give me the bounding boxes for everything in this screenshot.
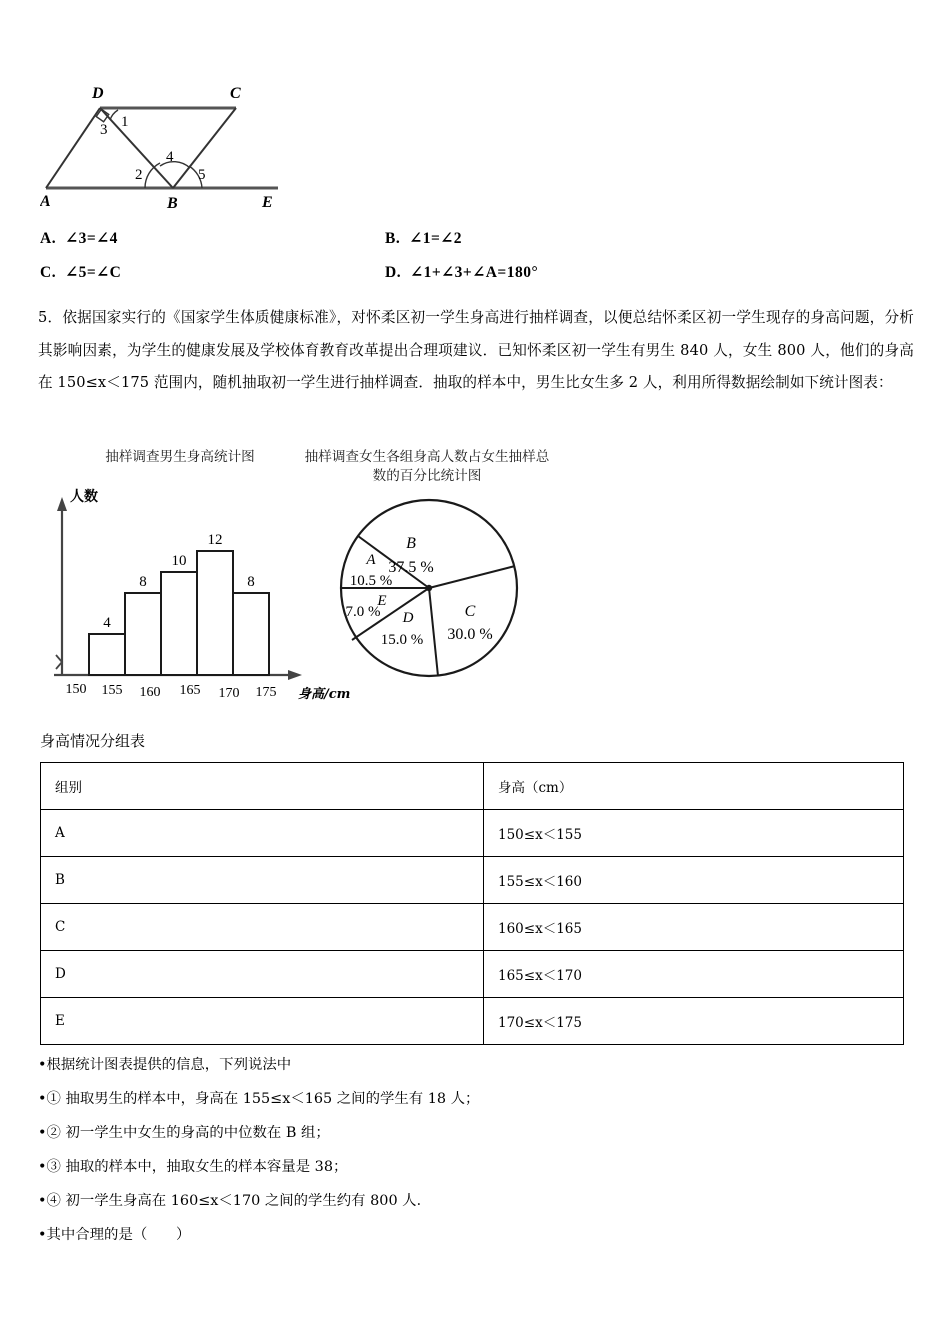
x-tick-155: 155 (101, 683, 123, 698)
option-a-key: A. (40, 230, 57, 247)
label-angle-2: 2 (135, 167, 143, 183)
statement-3: •③ 抽取的样本中，抽取女生的样本容量是 38； (38, 1159, 348, 1175)
pie-label-B: B (406, 535, 416, 552)
cell-range-a: 150≤x＜155 (484, 810, 904, 857)
x-axis-arrow (288, 670, 302, 680)
table-header-row (41, 763, 904, 810)
cell-group-b: B (41, 857, 484, 904)
pie-label-A: A (366, 552, 376, 568)
bar-value-4: 12 (207, 532, 223, 548)
option-b-text: ∠1=∠2 (409, 230, 463, 247)
pie-chart (322, 488, 542, 693)
pie-value-B: 37.5 % (388, 559, 434, 576)
y-axis-label: 人数 (70, 489, 98, 505)
pie-value-E: 7.0 % (345, 604, 381, 620)
pie-label-E: E (377, 593, 387, 609)
table-row (41, 951, 904, 998)
bar-value-3: 10 (171, 553, 187, 569)
angle-1-arc (110, 110, 118, 120)
bar-value-1: 4 (103, 615, 111, 631)
statements-list (38, 1048, 898, 1252)
cell-range-b: 155≤x＜160 (484, 857, 904, 904)
cell-range-d: 165≤x＜170 (484, 951, 904, 998)
bar-chart (40, 485, 370, 700)
option-d[interactable] (385, 262, 730, 282)
pie-label-D: D (402, 610, 414, 626)
label-angle-3: 3 (100, 122, 108, 138)
statistics-charts (40, 440, 600, 705)
pie-label-C: C (464, 603, 476, 620)
cell-range-c: 160≤x＜165 (484, 904, 904, 951)
pie-chart-title: 抽样调查女生各组身高人数占女生抽样总数的百分比统计图 (304, 449, 550, 484)
table-row (41, 904, 904, 951)
bar-1 (89, 634, 125, 675)
column-header-group: 组别 (41, 763, 484, 810)
x-tick-175: 175 (255, 685, 277, 700)
cell-group-e: E (41, 998, 484, 1045)
option-c[interactable] (40, 262, 385, 282)
table-row (41, 998, 904, 1045)
x-tick-165: 165 (179, 683, 201, 698)
x-axis-label: 身高/cm (298, 687, 351, 700)
label-E: E (262, 194, 273, 211)
answer-options (40, 228, 910, 296)
table-row (41, 857, 904, 904)
bar-value-2: 8 (139, 574, 147, 590)
option-b-key: B. (385, 230, 401, 247)
question-body: 依据国家实行的《国家学生体质健康标准》，对怀柔区初一学生身高进行抽样调查，以便总结怀柔区初一学生现存的身高问题，分析其影响因素，为学生的健康发展及学校体育教育改革提出合理项建议．已知怀柔区初一学生有男生 840 人，女生 800 人，他们的身高在 150≤x＜175 范围内，随机抽取初一学生进行抽样调查．抽取的样本中，男生比女生多 2 人，利用所得数据绘制如下统计图表： (38, 309, 914, 391)
cell-group-d: D (41, 951, 484, 998)
geometry-svg (40, 78, 330, 213)
angle-4-arc (160, 162, 190, 168)
label-D: D (92, 85, 104, 102)
statement-closing: •其中合理的是（ ） (38, 1227, 191, 1243)
cell-range-e: 170≤x＜175 (484, 998, 904, 1045)
pie-value-C: 30.0 % (447, 626, 493, 643)
geometry-figure (40, 78, 330, 213)
label-angle-4: 4 (166, 149, 174, 165)
pie-value-D: 15.0 % (380, 632, 424, 648)
cell-group-a: A (41, 810, 484, 857)
bar-5 (233, 593, 269, 675)
statement-1: •① 抽取男生的样本中，身高在 155≤x＜165 之间的学生有 18 人； (38, 1091, 480, 1107)
column-header-height: 身高（cm） (484, 763, 904, 810)
option-d-text: ∠1+∠3+∠A=180° (410, 264, 539, 281)
label-A: A (40, 193, 51, 210)
option-c-text: ∠5=∠C (65, 264, 122, 281)
statement-intro: •根据统计图表提供的信息，下列说法中 (38, 1057, 292, 1073)
label-B: B (167, 195, 178, 212)
height-group-table (40, 762, 904, 1045)
segment-ad (46, 108, 100, 188)
x-tick-170: 170 (218, 686, 240, 700)
question-number: 5． (38, 309, 63, 326)
option-b[interactable] (385, 228, 730, 248)
label-angle-5: 5 (198, 167, 206, 183)
cell-group-c: C (41, 904, 484, 951)
bar-value-5: 8 (247, 574, 255, 590)
bar-4 (197, 551, 233, 675)
option-a-text: ∠3=∠4 (65, 230, 118, 247)
bar-3 (161, 572, 197, 675)
statement-4: •④ 初一学生身高在 160≤x＜170 之间的学生约有 800 人． (38, 1193, 431, 1209)
bar-chart-title: 抽样调查男生身高统计图 (105, 449, 255, 465)
label-angle-1: 1 (121, 114, 129, 130)
option-row-1 (40, 228, 910, 248)
label-C: C (230, 85, 241, 102)
option-a[interactable] (40, 228, 385, 248)
pie-value-A: 10.5 % (349, 573, 393, 589)
question-paragraph (38, 302, 914, 400)
option-d-key: D. (385, 264, 402, 281)
y-axis-arrow (57, 497, 67, 511)
table-row (41, 810, 904, 857)
option-c-key: C. (40, 264, 57, 281)
table-heading: 身高情况分组表 (40, 732, 146, 750)
option-row-2 (40, 262, 910, 282)
bar-2 (125, 593, 161, 675)
statement-2: •② 初一学生中女生的身高的中位数在 B 组； (38, 1125, 330, 1141)
x-tick-160: 160 (139, 685, 161, 700)
x-tick-150: 150 (65, 682, 87, 697)
